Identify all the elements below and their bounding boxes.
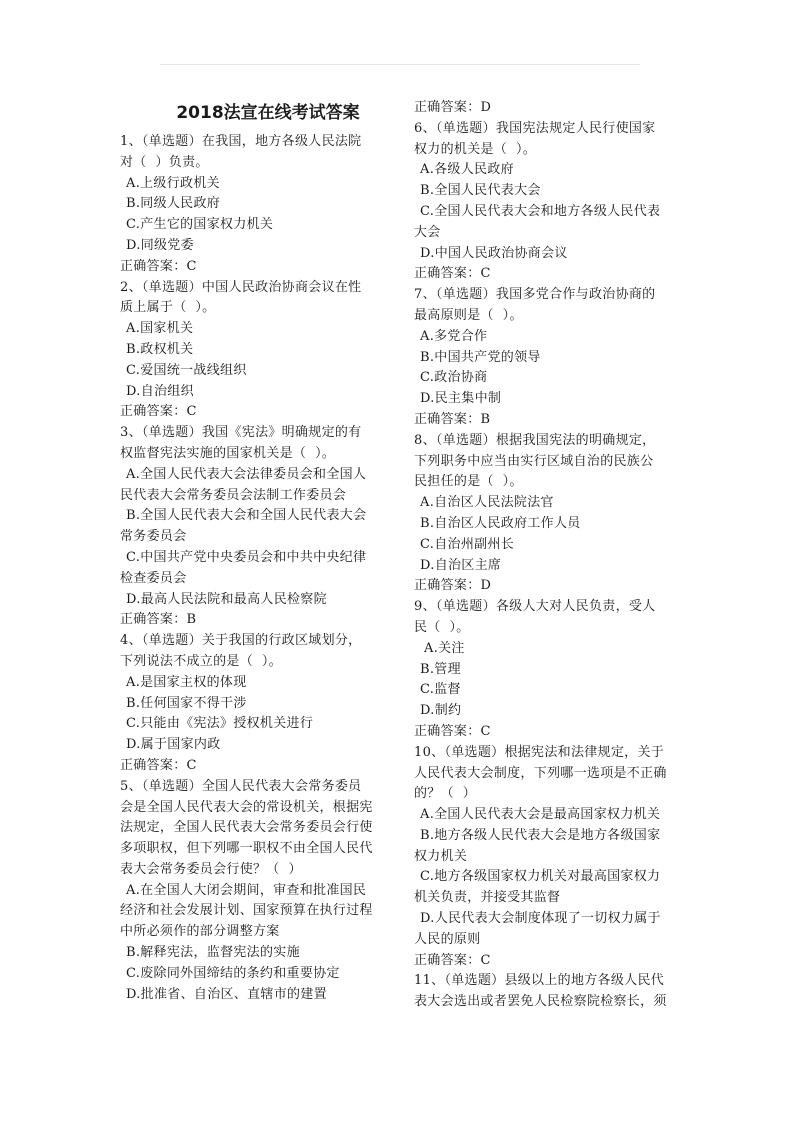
question-text: 3、（单选题）我国《宪法》明确规定的有 (120, 425, 362, 441)
option-item: D.自治组织 (126, 383, 194, 399)
correct-answer: 正确答案：B (120, 612, 197, 628)
question-text: 下列职务中应当由实行区域自治的民族公 (414, 453, 654, 469)
option-item: B.自治区人民政府工作人员 (420, 515, 581, 531)
option-item: A.国家机关 (126, 321, 194, 337)
question-block (414, 119, 686, 285)
question-text: 法规定，全国人民代表大会常务委员会行使 (120, 820, 373, 836)
question-text: 表大会选出或者罢免人民检察院检察长，须 (414, 994, 667, 1010)
option-item: A.各级人民政府 (420, 162, 514, 178)
option-item: D.同级党委 (126, 237, 194, 253)
option-item: B.全国人民代表大会 (420, 183, 541, 199)
question-text: 人民代表大会制度，下列哪一选项是不正确 (414, 765, 667, 781)
question-text: 会是全国人民代表大会的常设机关，根据宪 (120, 799, 373, 815)
option-item: C.中国共产党中央委员会和中共中央纪律 (126, 549, 367, 565)
correct-answer: 正确答案：C (120, 258, 197, 274)
option-item: A.上级行政机关 (126, 175, 220, 191)
question-block (120, 423, 396, 631)
option-item: D.制约 (420, 703, 462, 719)
option-item: A.全国人民代表大会是最高国家权力机关 (420, 807, 661, 823)
option-item: A.是国家主权的体现 (126, 674, 247, 690)
correct-answer: 正确答案：C (120, 404, 197, 420)
option-item: B.管理 (420, 661, 461, 677)
option-item: C.全国人民代表大会和地方各级人民代表 (420, 203, 661, 219)
question-text: 权力的机关是（ ）。 (414, 141, 537, 157)
option-item: C.自治州副州长 (420, 536, 515, 552)
correct-answer: 正确答案：C (120, 757, 197, 773)
option-item: D.人民代表大会制度体现了一切权力属于 (420, 911, 661, 927)
option-item: C.地方各级国家权力机关对最高国家权力 (420, 869, 661, 885)
option-item: C.爱国统一战线组织 (126, 362, 247, 378)
question-text: 4、（单选题）关于我国的行政区域划分， (120, 633, 362, 649)
question-block (414, 431, 686, 597)
question-text: 1、（单选题）在我国，地方各级人民法院 (120, 134, 362, 149)
left-column (120, 100, 396, 1005)
option-item: C.监督 (420, 682, 461, 698)
option-item: D.属于国家内政 (126, 737, 221, 753)
question-text: 表大会常务委员会行使？（ ） (120, 861, 302, 877)
correct-answer: 正确答案：D (414, 578, 492, 594)
left-questions (120, 132, 396, 1005)
option-continuation: 中所必须作的部分调整方案 (120, 924, 280, 940)
question-text: 质上属于（ ）。 (120, 300, 216, 316)
option-item: A.自治区人民法院法官 (420, 495, 554, 511)
question-text: 10、（单选题）根据宪法和法律规定，关于 (414, 744, 665, 760)
correct-answer: 正确答案：C (414, 723, 491, 739)
question-block (414, 98, 686, 119)
page-title: 2018法宣在线考试答案 (176, 103, 360, 123)
question-block (120, 132, 396, 278)
option-item: D.自治区主席 (420, 557, 502, 573)
question-text: 5、（单选题）全国人民代表大会常务委员 (120, 778, 362, 794)
question-text: 民（ ）。 (414, 619, 470, 635)
question-block (414, 285, 686, 431)
option-item: B.中国共产党的领导 (420, 349, 541, 365)
option-item: B.同级人民政府 (126, 196, 221, 212)
option-item: A.全国人民代表大会法律委员会和全国人 (126, 466, 367, 482)
option-continuation: 权力机关 (414, 848, 468, 864)
option-item: B.解释宪法，监督宪法的实施 (126, 945, 300, 961)
question-text: 7、（单选题）我国多党合作与政治协商的 (414, 287, 656, 303)
question-text: 对（ ）负责。 (120, 154, 209, 170)
question-block (120, 278, 396, 424)
question-text: 6、（单选题）我国宪法规定人民行使国家 (414, 120, 656, 136)
option-item: B.全国人民代表大会和全国人民代表大会 (126, 508, 367, 524)
question-block (120, 777, 396, 1006)
option-item: D.最高人民法院和最高人民检察院 (126, 591, 327, 607)
option-item: C.产生它的国家权力机关 (126, 217, 274, 233)
question-text: 8、（单选题）根据我国宪法的明确规定， (414, 432, 656, 448)
question-text: 多项职权，但下列哪一职权不由全国人民代 (120, 841, 373, 857)
question-block (414, 597, 686, 743)
question-text: 最高原则是（ ）。 (414, 307, 523, 323)
option-item: A.多党合作 (420, 328, 488, 344)
option-item: A.在全国人大闭会期间，审查和批准国民 (126, 882, 367, 898)
question-block (414, 743, 686, 972)
question-text: 权监督宪法实施的国家机关是（ ）。 (120, 445, 336, 461)
option-item: D.批准省、自治区、直辖市的建置 (126, 986, 327, 1002)
option-item: D.民主集中制 (420, 391, 502, 407)
option-continuation: 大会 (414, 224, 441, 240)
option-item: B.任何国家不得干涉 (126, 695, 247, 711)
question-text: 下列说法不成立的是（ ）。 (120, 653, 282, 669)
option-item: C.只能由《宪法》授权机关进行 (126, 716, 314, 732)
option-continuation: 机关负责，并接受其监督 (414, 890, 561, 906)
question-block (414, 971, 686, 1013)
option-item: D.中国人民政治协商会议 (420, 245, 568, 261)
question-text: 2、（单选题）中国人民政治协商会议在性 (120, 279, 362, 295)
correct-answer: 正确答案：D (414, 100, 492, 115)
correct-answer: 正确答案：B (414, 411, 491, 427)
option-item: C.政治协商 (420, 370, 488, 386)
question-text: 的？（ ） (414, 786, 477, 802)
correct-answer: 正确答案：C (414, 266, 491, 282)
right-column (414, 98, 686, 1013)
option-continuation: 检查委员会 (120, 570, 187, 586)
option-item: B.政权机关 (126, 341, 194, 357)
question-text: 民担任的是（ ）。 (414, 474, 523, 490)
option-continuation: 民代表大会常务委员会法制工作委员会 (120, 487, 347, 503)
correct-answer: 正确答案：C (414, 952, 491, 968)
option-item: B.地方各级人民代表大会是地方各级国家 (420, 827, 661, 843)
question-text: 11、（单选题）县级以上的地方各级人民代 (414, 973, 665, 989)
option-continuation: 经济和社会发展计划、国家预算在执行过程 (120, 903, 373, 919)
question-text: 9、（单选题）各级人大对人民负责，受人 (414, 599, 656, 615)
question-block (120, 631, 396, 777)
right-questions (414, 98, 686, 1013)
option-item: A.关注 (424, 640, 465, 656)
option-continuation: 人民的原则 (414, 931, 481, 947)
header-rule (160, 64, 640, 65)
option-continuation: 常务委员会 (120, 529, 187, 545)
option-item: C.废除同外国缔结的条约和重要协定 (126, 965, 340, 981)
